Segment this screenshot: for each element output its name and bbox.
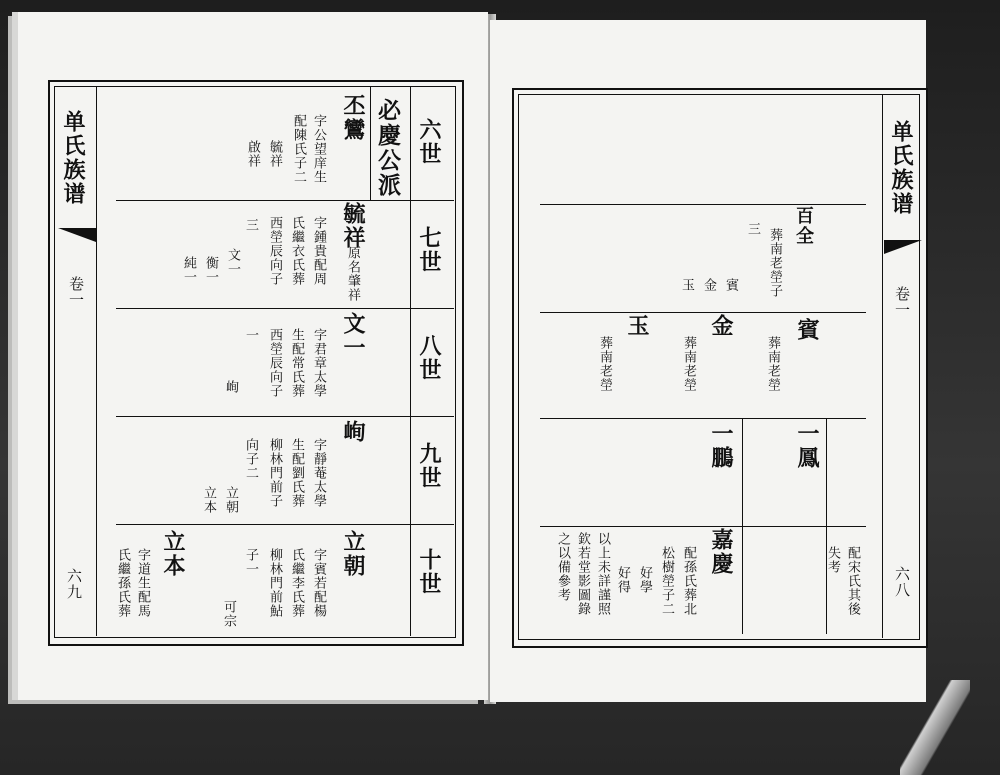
branch-title: 必慶公派	[374, 98, 401, 198]
person-note: 向子二	[243, 438, 258, 480]
gen-sep-3	[410, 416, 454, 417]
gen-sep-4	[410, 524, 454, 525]
right-book-title: 单氏族谱	[888, 120, 914, 216]
r-col-sep	[742, 418, 743, 634]
person-note: 葬南老塋子	[767, 228, 782, 298]
person-name: 立朝	[340, 530, 366, 578]
row-sep-4	[116, 524, 410, 525]
person-note: 柳林門前子	[267, 438, 282, 508]
person-note: 字靜菴太學	[311, 438, 326, 508]
person-note: 字賓若配楊	[311, 548, 326, 618]
child-name: 賓	[723, 278, 738, 292]
child-name: 三	[745, 222, 760, 236]
person-note: 生配常氏葬	[289, 328, 304, 398]
person-name: 丕鸞	[340, 94, 366, 142]
person-name: 金	[708, 314, 734, 338]
person-name: 一鳳	[794, 422, 820, 470]
person-note: 原名肇祥	[345, 246, 360, 302]
left-margin-rule	[96, 86, 97, 636]
generation-column-rule	[410, 86, 411, 636]
r-col-sep	[826, 418, 827, 634]
person-note: 生配劉氏葬	[289, 438, 304, 508]
gen-9: 九世	[416, 442, 442, 490]
right-page-number: 六八	[893, 566, 911, 598]
page-corner-pen	[900, 680, 970, 775]
child-name: 純一	[181, 256, 196, 284]
gen-6: 六世	[416, 118, 442, 166]
child-name: 衡一	[203, 256, 218, 284]
child-name: 立本	[201, 486, 216, 514]
child-name: 好得	[615, 566, 630, 594]
gen-sep-1	[410, 200, 454, 201]
child-name: 玉	[679, 278, 694, 292]
gen-8: 八世	[416, 334, 442, 382]
person-note: 西塋辰向子	[267, 328, 282, 398]
person-note: 配陳氏子二	[291, 114, 306, 184]
person-note: 松樹塋子二	[659, 546, 674, 616]
person-name: 毓祥	[340, 202, 366, 250]
person-note: 氏繼衣氏葬	[289, 216, 304, 286]
person-note: 配宋氏其後	[845, 546, 860, 616]
person-note: 西塋辰向子	[267, 216, 282, 286]
child-name: 立朝	[223, 486, 238, 514]
right-margin-rule	[882, 94, 883, 638]
person-note: 葬南老塋	[597, 336, 612, 392]
person-note: 以上未詳謹照	[595, 532, 610, 616]
person-name: 賓	[794, 318, 820, 342]
child-name: 啟祥	[245, 140, 260, 168]
person-note: 欽若堂影圖錄	[575, 532, 590, 616]
person-note: 葬南老塋	[681, 336, 696, 392]
left-page-number: 六九	[65, 568, 83, 600]
person-note: 葬南老塋	[765, 336, 780, 392]
person-name: 一鵬	[708, 422, 734, 470]
child-name: 文一	[225, 248, 240, 276]
r-row-sep-2	[540, 312, 866, 313]
person-note: 之以備參考	[555, 532, 570, 602]
row-sep-2	[116, 308, 410, 309]
child-name: 毓祥	[267, 140, 282, 168]
child-name: 好學	[637, 566, 652, 594]
child-name: 峋	[223, 380, 238, 394]
person-name: 文一	[340, 312, 366, 360]
person-note: 三	[243, 218, 258, 232]
left-volume: 卷一	[67, 276, 85, 308]
person-note: 柳林門前鮎	[267, 548, 282, 618]
person-note: 一	[243, 328, 258, 342]
person-note: 字鍾貴配周	[311, 216, 326, 286]
gen-7: 七世	[416, 226, 442, 274]
r-row-sep-4	[540, 526, 866, 527]
r-row-sep-3	[540, 418, 866, 419]
person-note: 失考	[825, 546, 840, 574]
person-note: 子一	[243, 548, 258, 576]
gen-10: 十世	[416, 548, 442, 596]
person-name: 峋	[340, 420, 366, 444]
person-note: 氏繼孫氏葬	[115, 548, 130, 618]
person-name: 嘉慶	[708, 528, 734, 576]
person-note: 氏繼李氏葬	[289, 548, 304, 618]
person-name: 百全	[793, 206, 814, 246]
person-note: 字君章太學	[311, 328, 326, 398]
person-name: 玉	[624, 314, 650, 338]
person-note: 配孫氏葬北	[681, 546, 696, 616]
child-name: 金	[701, 278, 716, 292]
row-sep-1	[116, 200, 410, 201]
person-note: 字道生配馬	[135, 548, 150, 618]
branch-rule	[370, 86, 371, 200]
gen-sep-2	[410, 308, 454, 309]
row-sep-3	[116, 416, 410, 417]
r-row-sep-1	[540, 204, 866, 205]
right-volume: 卷一	[893, 286, 911, 318]
person-name: 立本	[160, 530, 186, 578]
child-name: 可宗	[221, 600, 236, 628]
left-book-title: 单氏族谱	[60, 110, 86, 206]
person-note: 字公望庠生	[311, 114, 326, 184]
